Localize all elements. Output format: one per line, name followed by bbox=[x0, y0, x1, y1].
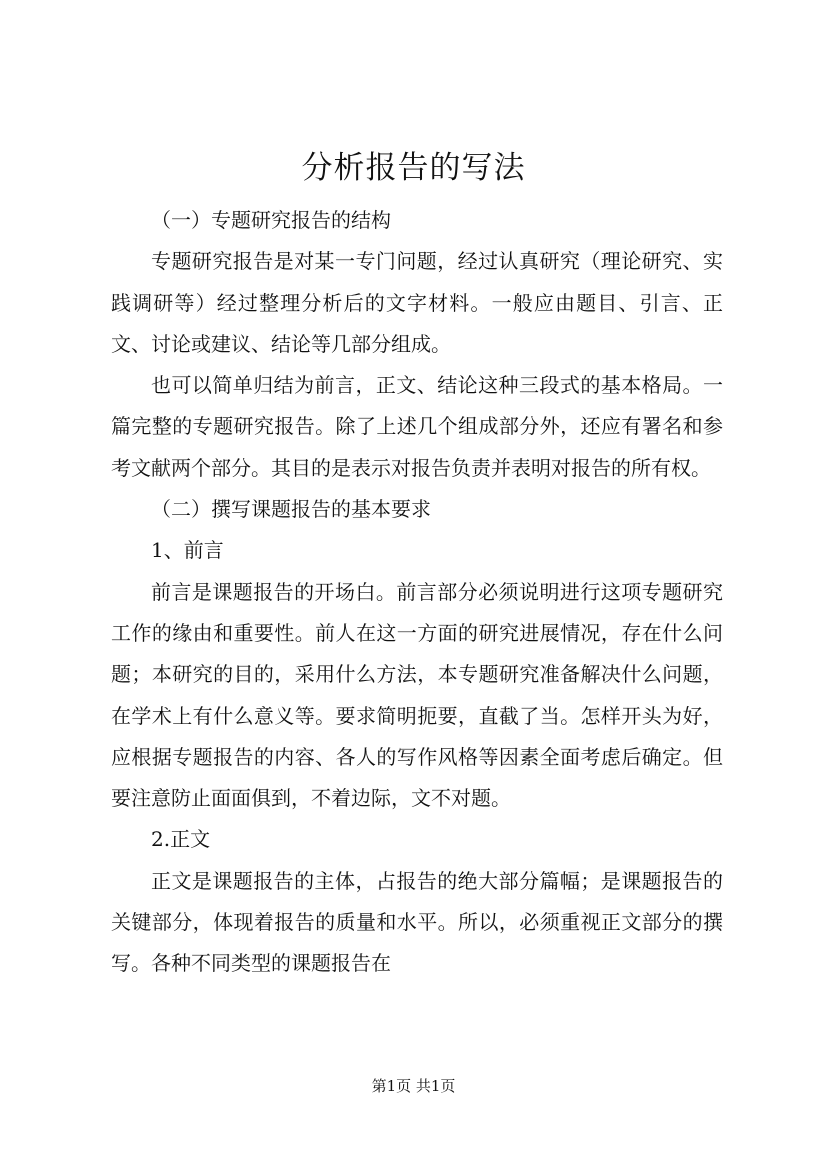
subheading-main-body: 2.正文 bbox=[151, 827, 211, 852]
paragraph-definition: 专题研究报告是对某一专门问题，经过认真研究（理论研究、实践调研等）经过整理分析后的文字材料。一般应由题目、引言、正文、讨论或建议、结论等几部分组成。 bbox=[111, 249, 723, 356]
page-footer: 第1页 共1页 bbox=[371, 1077, 456, 1095]
document-body bbox=[111, 200, 723, 985]
paragraph-preface: 前言是课题报告的开场白。前言部分必须说明进行这项专题研究工作的缘由和重要性。前人在这一方面的研究进展情况，存在什么问题；本研究的目的，采用什么方法，本专题研究准备解决什么问题，在学术上有什么意义等。要求简明扼要，直截了当。怎样开头为好，应根据专题报告的内容、各人的写作风格等因素全面考虑后确定。但要注意防止面面俱到，不着边际，文不对题。 bbox=[111, 579, 723, 811]
paragraph-main-body: 正文是课题报告的主体，占报告的绝大部分篇幅；是课题报告的关键部分，体现着报告的质量和水平。所以，必须重视正文部分的撰写。各种不同类型的课题报告在 bbox=[111, 868, 723, 976]
section-heading-structure: （一）专题研究报告的结构 bbox=[151, 208, 391, 232]
document-title: 分析报告的写法 bbox=[301, 150, 526, 186]
section-heading-requirements: （二）撰写课题报告的基本要求 bbox=[151, 497, 431, 522]
subheading-preface: 1、前言 bbox=[151, 538, 224, 563]
paragraph-three-part-format: 也可以简单归结为前言，正文、结论这种三段式的基本格局。一篇完整的专题研究报告。除了上述几个组成部分外，还应有署名和参考文献两个部分。其目的是表示对报告负责并表明对报告的所有权。 bbox=[111, 373, 723, 480]
